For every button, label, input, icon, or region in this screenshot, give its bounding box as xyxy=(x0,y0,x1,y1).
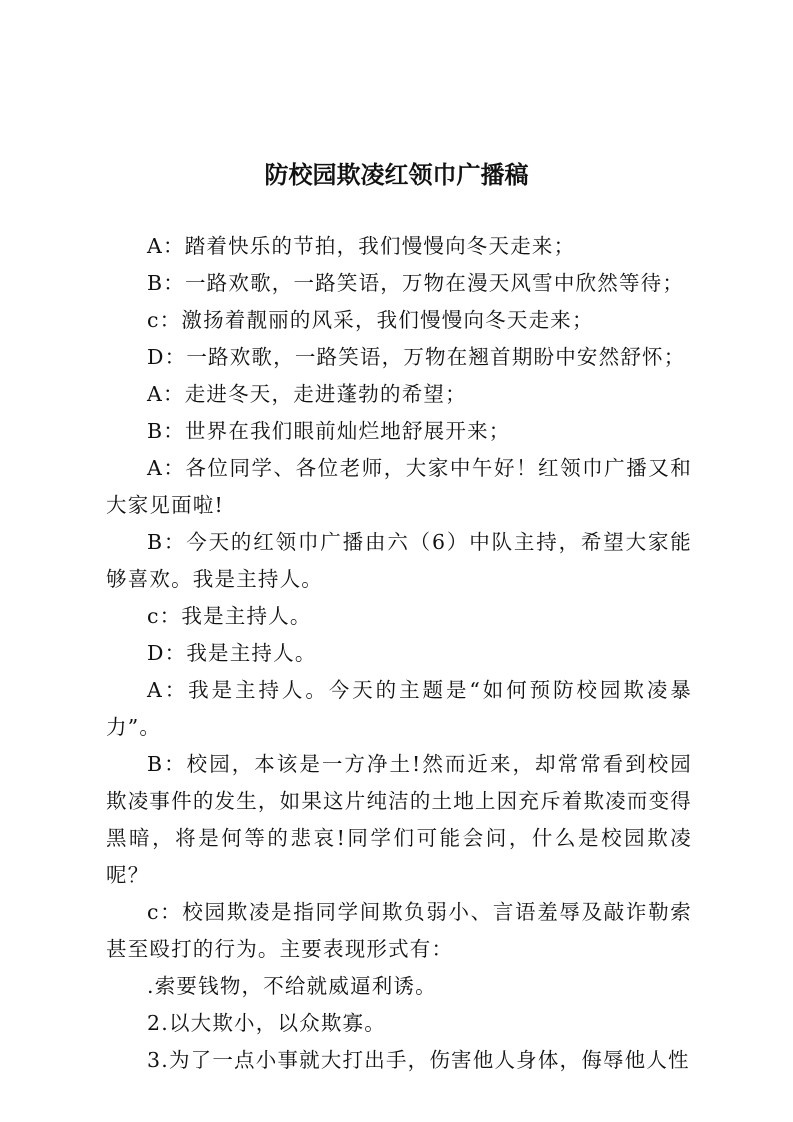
paragraph: c：校园欺凌是指同学间欺负弱小、言语羞辱及敲诈勒索甚至殴打的行为。主要表现形式有： xyxy=(106,900,692,961)
paragraph: B：一路欢歌，一路笑语，万物在漫天风雪中欣然等待； xyxy=(147,271,685,295)
paragraph: B：校园，本该是一方净土!然而近来，却常常看到校园欺凌事件的发生，如果这片纯洁的土地上因充斥着欺凌而变得黑暗，将是何等的悲哀!同学们可能会问，什么是校园欺凌呢？ xyxy=(106,752,692,887)
document-body xyxy=(106,228,692,1079)
paragraph: c：激扬着靓丽的风采，我们慢慢向冬天走来； xyxy=(147,308,594,332)
paragraph: D：一路欢歌，一路笑语，万物在翘首期盼中安然舒怀； xyxy=(147,345,686,369)
paragraph: A：我是主持人。今天的主题是“如何预防校园欺凌暴力”。 xyxy=(106,678,692,739)
paragraph: 3.为了一点小事就大打出手，伤害他人身体，侮辱他人性 xyxy=(147,1048,690,1072)
paragraph: A：各位同学、各位老师，大家中午好！红领巾广播又和大家见面啦! xyxy=(106,456,692,517)
paragraph: A：踏着快乐的节拍，我们慢慢向冬天走来； xyxy=(147,234,576,258)
document-title: 防校园欺凌红领巾广播稿 xyxy=(264,161,529,189)
paragraph: B：今天的红领巾广播由六（6）中队主持，希望大家能够喜欢。我是主持人。 xyxy=(106,530,692,591)
paragraph: .索要钱物，不给就威逼利诱。 xyxy=(147,974,437,998)
paragraph: B：世界在我们眼前灿烂地舒展开来； xyxy=(147,419,511,443)
paragraph: A：走进冬天，走进蓬勃的希望； xyxy=(147,382,467,406)
paragraph: D：我是主持人。 xyxy=(147,641,317,665)
paragraph: c：我是主持人。 xyxy=(147,604,312,628)
paragraph: 2.以大欺小，以众欺寡。 xyxy=(147,1011,386,1035)
